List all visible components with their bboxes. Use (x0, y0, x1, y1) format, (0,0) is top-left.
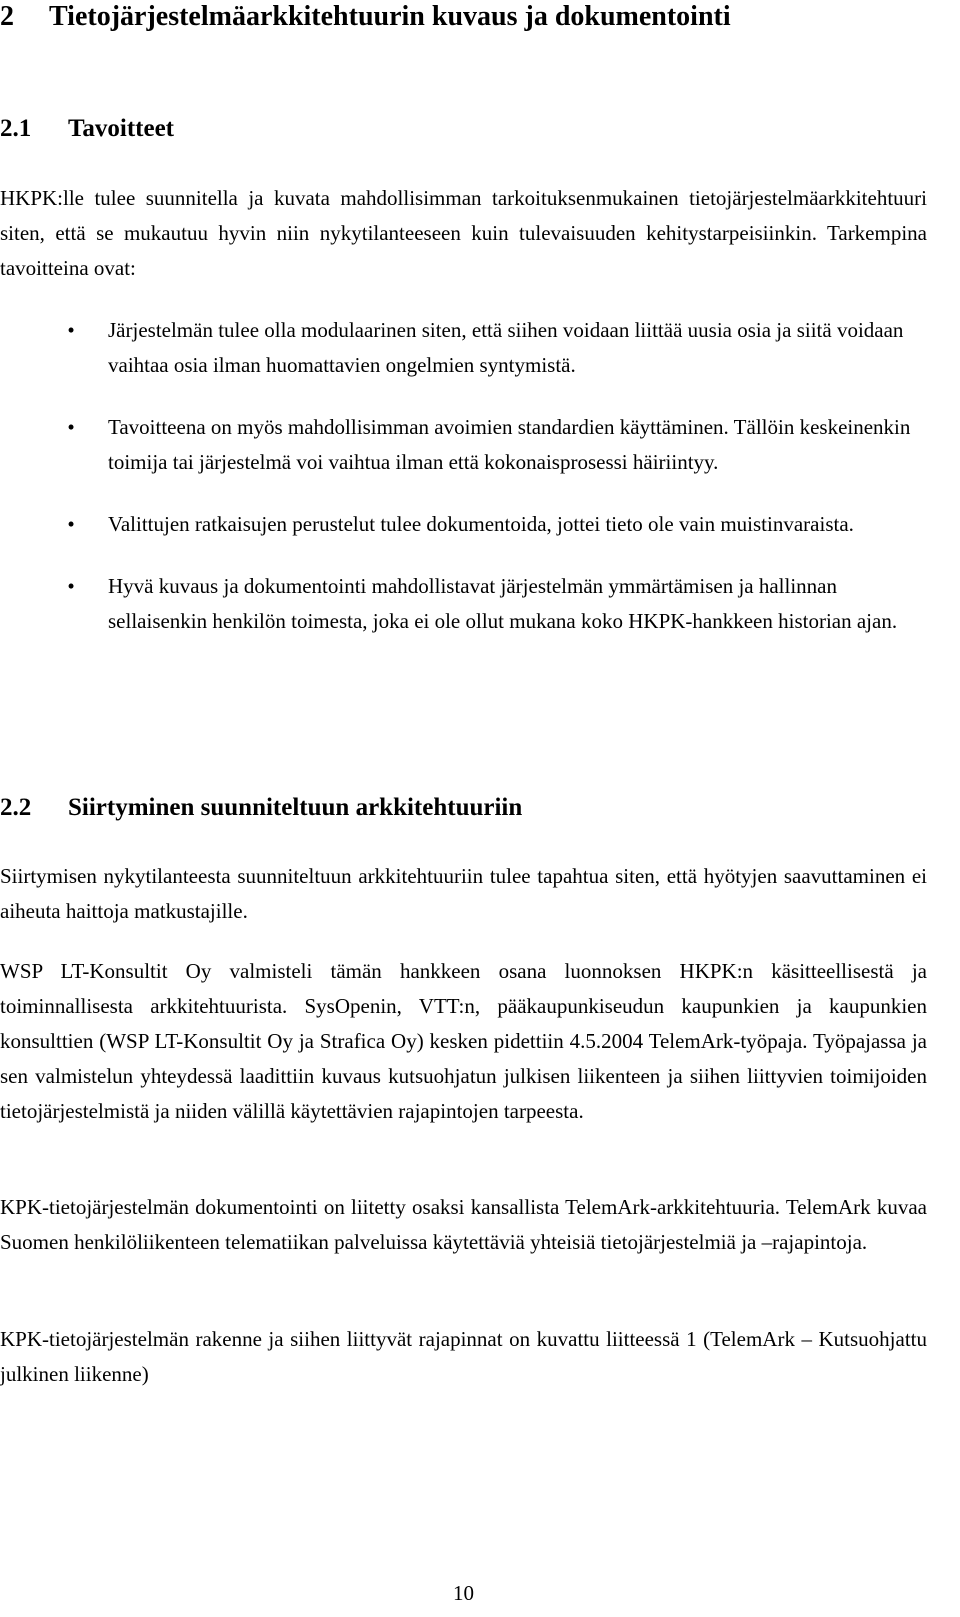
section-title: Tavoitteet (68, 115, 174, 142)
list-item-text: Tavoitteena on myös mahdollisimman avoimien standardien käyttäminen. Tällöin keskeinenkin toimija tai järjestelmä voi vaihtua ilman että kokonaisprosessi häiriintyy. (108, 415, 911, 474)
section-2-2-paragraph-2: WSP LT-Konsultit Oy valmisteli tämän hankkeen osana luonnoksen HKPK:n käsitteellisestä ja toiminnallisesta arkkitehtuurista. SysOpenin, VTT:n, pääkaupunkiseudun kaupunkien ja kaupunkien konsulttien (WSP LT-Konsultit Oy ja Strafica Oy) kesken pidettiin 4.5.2004 TelemArk-työpaja. Työpajassa ja sen valmistelun yhteydessä laadittiin kuvaus kutsuohjatun julkisen liikenteen ja siihen liittyvien toimijoiden tietojärjestelmistä ja niiden välillä käytettävien rajapintojen tarpeesta. (0, 959, 927, 1123)
section-2-2-paragraph-4: KPK-tietojärjestelmän rakenne ja siihen liittyvät rajapinnat on kuvattu liitteessä 1 (TelemArk – Kutsuohjattu julkinen liikenne) (0, 1327, 927, 1386)
list-item (0, 313, 927, 383)
section-2-2-paragraph-3: KPK-tietojärjestelmän dokumentointi on liitetty osaksi kansallista TelemArk-arkkitehtuuria. TelemArk kuvaa Suomen henkilöliikenteen telematiikan palveluissa käytettäviä yhteisiä tietojärjestelmiä ja –rajapintoja. (0, 1195, 927, 1254)
chapter-title: Tietojärjestelmäarkkitehtuurin kuvaus ja dokumentointi (49, 1, 731, 32)
section-number: 2.2 (0, 794, 32, 821)
bullet-icon: • (67, 512, 75, 536)
list-item-text: Järjestelmän tulee olla modulaarinen siten, että siihen voidaan liittää uusia osia ja siitä voidaan vaihtaa osia ilman huomattavien ongelmien syntymistä. (108, 318, 904, 377)
list-item-text: Valittujen ratkaisujen perustelut tulee dokumentoida, jottei tieto ole vain muistinvaraista. (108, 512, 854, 536)
list-item-text: Hyvä kuvaus ja dokumentointi mahdollistavat järjestelmän ymmärtämisen ja hallinnan sellaisenkin henkilön toimesta, joka ei ole ollut mukana koko HKPK-hankkeen historian ajan. (108, 574, 898, 633)
section-2-1-intro-paragraph: HKPK:lle tulee suunnitella ja kuvata mahdollisimman tarkoituksenmukainen tietojärjestelmäarkkitehtuuri siten, että se mukautuu hyvin niin nykytilanteeseen kuin tulevaisuuden kehitystarpeisiinkin. Tarkempina tavoitteina ovat: (0, 186, 927, 280)
section-title: Siirtyminen suunniteltuun arkkitehtuuriin (68, 794, 523, 821)
section-heading-2-1 (0, 113, 174, 145)
bullet-icon: • (67, 574, 75, 598)
bullet-icon: • (67, 318, 75, 342)
goals-bullet-list (0, 313, 927, 666)
chapter-number: 2 (0, 1, 14, 32)
list-item (0, 569, 927, 639)
section-number: 2.1 (0, 115, 32, 142)
section-2-2-paragraph-1: Siirtymisen nykytilanteesta suunniteltuun arkkitehtuuriin tulee tapahtua siten, että hyötyjen saavuttaminen ei aiheuta haittoja matkustajille. (0, 864, 927, 923)
list-item (0, 507, 927, 542)
list-item (0, 410, 927, 480)
section-heading-2-2 (0, 792, 522, 824)
chapter-heading (0, 0, 731, 34)
bullet-icon: • (67, 415, 75, 439)
page-number: 10 (453, 1581, 474, 1605)
